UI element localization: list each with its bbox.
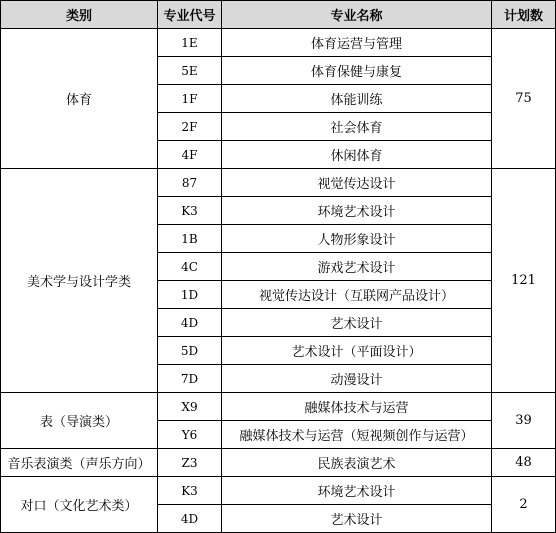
major-code-cell: 4F <box>158 141 222 169</box>
major-name-cell: 社会体育 <box>222 113 492 141</box>
major-name-cell: 环境艺术设计 <box>222 197 492 225</box>
table-row <box>1 393 556 421</box>
major-code-cell: Z3 <box>158 449 222 477</box>
plan-count-cell: 48 <box>492 449 556 477</box>
major-code-cell: 1F <box>158 85 222 113</box>
major-name-cell: 艺术设计 <box>222 309 492 337</box>
major-code-cell: 1B <box>158 225 222 253</box>
plan-count-cell: 75 <box>492 29 556 169</box>
major-name-cell: 环境艺术设计 <box>222 477 492 505</box>
category-cell: 音乐表演类（声乐方向） <box>1 449 158 477</box>
header-plan: 计划数 <box>492 1 556 29</box>
major-name-cell: 体能训练 <box>222 85 492 113</box>
major-name-cell: 游戏艺术设计 <box>222 253 492 281</box>
major-name-cell: 融媒体技术与运营 <box>222 393 492 421</box>
major-name-cell: 人物形象设计 <box>222 225 492 253</box>
plan-count-cell: 2 <box>492 477 556 533</box>
category-cell: 美术学与设计学类 <box>1 169 158 393</box>
major-code-cell: 4D <box>158 309 222 337</box>
major-name-cell: 民族表演艺术 <box>222 449 492 477</box>
major-code-cell: 87 <box>158 169 222 197</box>
table-row <box>1 477 556 505</box>
major-code-cell: 5D <box>158 337 222 365</box>
category-cell: 对口（文化艺术类） <box>1 477 158 533</box>
table-body <box>1 29 556 533</box>
major-name-cell: 体育保健与康复 <box>222 57 492 85</box>
major-name-cell: 视觉传达设计（互联网产品设计） <box>222 281 492 309</box>
major-code-cell: 1E <box>158 29 222 57</box>
major-name-cell: 艺术设计（平面设计） <box>222 337 492 365</box>
category-cell: 体育 <box>1 29 158 169</box>
plan-count-cell: 121 <box>492 169 556 393</box>
major-code-cell: 4D <box>158 505 222 533</box>
major-code-cell: 4C <box>158 253 222 281</box>
header-name: 专业名称 <box>222 1 492 29</box>
plan-count-cell: 39 <box>492 393 556 449</box>
major-name-cell: 视觉传达设计 <box>222 169 492 197</box>
major-name-cell: 艺术设计 <box>222 505 492 533</box>
major-code-cell: 7D <box>158 365 222 393</box>
table-row <box>1 169 556 197</box>
header-row <box>1 1 556 29</box>
category-cell: 表（导演类） <box>1 393 158 449</box>
major-name-cell: 融媒体技术与运营（短视频创作与运营） <box>222 421 492 449</box>
major-name-cell: 体育运营与管理 <box>222 29 492 57</box>
major-name-cell: 休闲体育 <box>222 141 492 169</box>
major-code-cell: 2F <box>158 113 222 141</box>
major-code-cell: 1D <box>158 281 222 309</box>
table-row <box>1 449 556 477</box>
major-code-cell: X9 <box>158 393 222 421</box>
major-code-cell: 5E <box>158 57 222 85</box>
major-code-cell: K3 <box>158 197 222 225</box>
major-code-cell: Y6 <box>158 421 222 449</box>
header-code: 专业代号 <box>158 1 222 29</box>
major-code-cell: K3 <box>158 477 222 505</box>
table-row <box>1 29 556 57</box>
header-category: 类别 <box>1 1 158 29</box>
major-name-cell: 动漫设计 <box>222 365 492 393</box>
